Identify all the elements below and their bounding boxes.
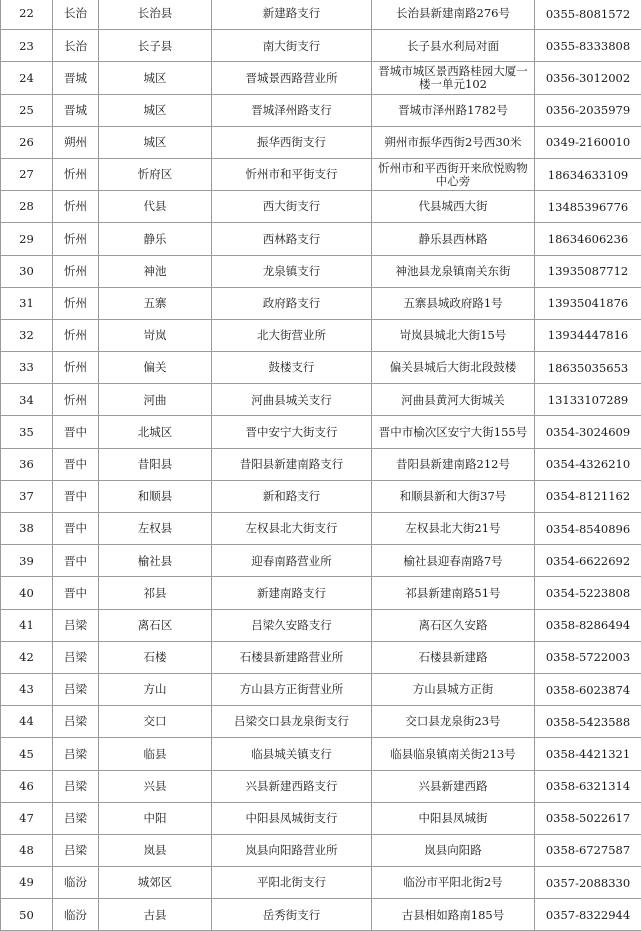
county-cell: 城区 — [99, 126, 212, 158]
table-row — [1, 384, 641, 416]
table-row — [1, 223, 641, 255]
address-cell: 临县临泉镇南关街213号 — [372, 738, 535, 770]
county-cell: 临县 — [99, 738, 212, 770]
county-cell: 中阳 — [99, 802, 212, 834]
city-cell: 吕梁 — [53, 673, 99, 705]
row-number: 49 — [1, 867, 53, 899]
county-cell: 城郊区 — [99, 867, 212, 899]
county-cell: 交口 — [99, 706, 212, 738]
phone-cell: 18634633109 — [535, 158, 641, 190]
phone-cell: 0357-8322944 — [535, 899, 641, 931]
table-row — [1, 577, 641, 609]
city-cell: 忻州 — [53, 158, 99, 190]
branch-name-cell: 南大街支行 — [212, 30, 372, 62]
row-number: 34 — [1, 384, 53, 416]
table-row — [1, 319, 641, 351]
county-cell: 和顺县 — [99, 480, 212, 512]
address-cell: 榆社县迎春南路7号 — [372, 545, 535, 577]
branch-table-body — [1, 0, 641, 931]
county-cell: 长子县 — [99, 30, 212, 62]
branch-name-cell: 兴县新建西路支行 — [212, 770, 372, 802]
county-cell: 忻府区 — [99, 158, 212, 190]
city-cell: 晋城 — [53, 94, 99, 126]
phone-cell: 0358-6727587 — [535, 834, 641, 866]
phone-cell: 0358-6023874 — [535, 673, 641, 705]
address-cell: 交口县龙泉街23号 — [372, 706, 535, 738]
county-cell: 五寨 — [99, 287, 212, 319]
table-row — [1, 255, 641, 287]
branch-name-cell: 晋城泽州路支行 — [212, 94, 372, 126]
table-row — [1, 738, 641, 770]
county-cell: 静乐 — [99, 223, 212, 255]
city-cell: 晋中 — [53, 513, 99, 545]
city-cell: 晋中 — [53, 480, 99, 512]
address-cell: 离石区久安路 — [372, 609, 535, 641]
table-row — [1, 352, 641, 384]
address-cell: 临汾市平阳北街2号 — [372, 867, 535, 899]
address-cell: 方山县城方正街 — [372, 673, 535, 705]
row-number: 47 — [1, 802, 53, 834]
branch-name-cell: 北大街营业所 — [212, 319, 372, 351]
table-row — [1, 287, 641, 319]
branch-name-cell: 新建南路支行 — [212, 577, 372, 609]
county-cell: 偏关 — [99, 352, 212, 384]
row-number: 45 — [1, 738, 53, 770]
city-cell: 忻州 — [53, 191, 99, 223]
phone-cell: 0354-3024609 — [535, 416, 641, 448]
city-cell: 晋中 — [53, 545, 99, 577]
phone-cell: 0358-5423588 — [535, 706, 641, 738]
county-cell: 方山 — [99, 673, 212, 705]
table-row — [1, 545, 641, 577]
city-cell: 吕梁 — [53, 770, 99, 802]
address-cell: 兴县新建西路 — [372, 770, 535, 802]
branch-name-cell: 新和路支行 — [212, 480, 372, 512]
row-number: 24 — [1, 62, 53, 94]
phone-cell: 18635035653 — [535, 352, 641, 384]
table-row — [1, 0, 641, 30]
city-cell: 朔州 — [53, 126, 99, 158]
row-number: 48 — [1, 834, 53, 866]
branch-name-cell: 左权县北大街支行 — [212, 513, 372, 545]
address-cell: 岢岚县城北大街15号 — [372, 319, 535, 351]
branch-name-cell: 吕梁久安路支行 — [212, 609, 372, 641]
branch-name-cell: 吕梁交口县龙泉街支行 — [212, 706, 372, 738]
branch-name-cell: 岚县向阳路营业所 — [212, 834, 372, 866]
phone-cell: 0358-8286494 — [535, 609, 641, 641]
table-row — [1, 62, 641, 94]
address-cell: 昔阳县新建南路212号 — [372, 448, 535, 480]
row-number: 31 — [1, 287, 53, 319]
city-cell: 长治 — [53, 30, 99, 62]
row-number: 43 — [1, 673, 53, 705]
phone-cell: 0356-3012002 — [535, 62, 641, 94]
county-cell: 祁县 — [99, 577, 212, 609]
county-cell: 兴县 — [99, 770, 212, 802]
row-number: 44 — [1, 706, 53, 738]
city-cell: 吕梁 — [53, 738, 99, 770]
address-cell: 石楼县新建路 — [372, 641, 535, 673]
city-cell: 忻州 — [53, 255, 99, 287]
address-cell: 晋城市泽州路1782号 — [372, 94, 535, 126]
branch-name-cell: 鼓楼支行 — [212, 352, 372, 384]
address-cell: 朔州市振华西街2号西30米 — [372, 126, 535, 158]
address-cell: 岚县向阳路 — [372, 834, 535, 866]
row-number: 35 — [1, 416, 53, 448]
address-cell: 古县相如路南185号 — [372, 899, 535, 931]
address-cell: 忻州市和平西街开来欣悦购物中心旁 — [372, 158, 535, 190]
address-cell: 五寨县城政府路1号 — [372, 287, 535, 319]
phone-cell: 0355-8081572 — [535, 0, 641, 30]
branch-name-cell: 西林路支行 — [212, 223, 372, 255]
address-cell: 和顺县新和大街37号 — [372, 480, 535, 512]
city-cell: 晋中 — [53, 416, 99, 448]
county-cell: 河曲 — [99, 384, 212, 416]
county-cell: 岢岚 — [99, 319, 212, 351]
row-number: 40 — [1, 577, 53, 609]
branch-name-cell: 河曲县城关支行 — [212, 384, 372, 416]
branch-name-cell: 临县城关镇支行 — [212, 738, 372, 770]
county-cell: 城区 — [99, 62, 212, 94]
branch-name-cell: 政府路支行 — [212, 287, 372, 319]
address-cell: 祁县新建南路51号 — [372, 577, 535, 609]
city-cell: 忻州 — [53, 223, 99, 255]
table-row — [1, 706, 641, 738]
row-number: 42 — [1, 641, 53, 673]
city-cell: 忻州 — [53, 384, 99, 416]
county-cell: 神池 — [99, 255, 212, 287]
city-cell: 晋城 — [53, 62, 99, 94]
phone-cell: 0354-8121162 — [535, 480, 641, 512]
phone-cell: 0354-8540896 — [535, 513, 641, 545]
city-cell: 吕梁 — [53, 802, 99, 834]
table-row — [1, 802, 641, 834]
row-number: 23 — [1, 30, 53, 62]
row-number: 36 — [1, 448, 53, 480]
address-cell: 中阳县凤城街 — [372, 802, 535, 834]
row-number: 22 — [1, 0, 53, 30]
phone-cell: 13935087712 — [535, 255, 641, 287]
row-number: 28 — [1, 191, 53, 223]
phone-cell: 0354-6622692 — [535, 545, 641, 577]
branch-name-cell: 龙泉镇支行 — [212, 255, 372, 287]
branch-name-cell: 晋中安宁大街支行 — [212, 416, 372, 448]
branch-name-cell: 中阳县凤城街支行 — [212, 802, 372, 834]
county-cell: 北城区 — [99, 416, 212, 448]
city-cell: 忻州 — [53, 287, 99, 319]
table-row — [1, 191, 641, 223]
row-number: 33 — [1, 352, 53, 384]
row-number: 39 — [1, 545, 53, 577]
table-row — [1, 126, 641, 158]
row-number: 29 — [1, 223, 53, 255]
phone-cell: 13934447816 — [535, 319, 641, 351]
row-number: 37 — [1, 480, 53, 512]
row-number: 27 — [1, 158, 53, 190]
city-cell: 忻州 — [53, 319, 99, 351]
county-cell: 榆社县 — [99, 545, 212, 577]
branch-name-cell: 西大街支行 — [212, 191, 372, 223]
row-number: 50 — [1, 899, 53, 931]
branch-name-cell: 晋城景西路营业所 — [212, 62, 372, 94]
row-number: 32 — [1, 319, 53, 351]
city-cell: 临汾 — [53, 899, 99, 931]
phone-cell: 13133107289 — [535, 384, 641, 416]
branch-name-cell: 岳秀街支行 — [212, 899, 372, 931]
county-cell: 城区 — [99, 94, 212, 126]
table-row — [1, 158, 641, 190]
city-cell: 吕梁 — [53, 641, 99, 673]
row-number: 26 — [1, 126, 53, 158]
phone-cell: 0358-4421321 — [535, 738, 641, 770]
phone-cell: 0356-2035979 — [535, 94, 641, 126]
table-row — [1, 770, 641, 802]
branch-name-cell: 忻州市和平街支行 — [212, 158, 372, 190]
county-cell: 古县 — [99, 899, 212, 931]
county-cell: 昔阳县 — [99, 448, 212, 480]
row-number: 25 — [1, 94, 53, 126]
address-cell: 晋中市榆次区安宁大街155号 — [372, 416, 535, 448]
phone-cell: 0358-5022617 — [535, 802, 641, 834]
county-cell: 石楼 — [99, 641, 212, 673]
county-cell: 左权县 — [99, 513, 212, 545]
city-cell: 长治 — [53, 0, 99, 30]
branch-name-cell: 昔阳县新建南路支行 — [212, 448, 372, 480]
address-cell: 左权县北大街21号 — [372, 513, 535, 545]
row-number: 41 — [1, 609, 53, 641]
table-row — [1, 867, 641, 899]
address-cell: 长治县新建南路276号 — [372, 0, 535, 30]
phone-cell: 0355-8333808 — [535, 30, 641, 62]
city-cell: 晋中 — [53, 448, 99, 480]
phone-cell: 13935041876 — [535, 287, 641, 319]
phone-cell: 0358-6321314 — [535, 770, 641, 802]
table-row — [1, 609, 641, 641]
branch-name-cell: 振华西街支行 — [212, 126, 372, 158]
address-cell: 代县城西大街 — [372, 191, 535, 223]
branch-name-cell: 方山县方正街营业所 — [212, 673, 372, 705]
row-number: 46 — [1, 770, 53, 802]
table-row — [1, 94, 641, 126]
table-row — [1, 513, 641, 545]
phone-cell: 0354-5223808 — [535, 577, 641, 609]
table-row — [1, 641, 641, 673]
table-row — [1, 834, 641, 866]
city-cell: 吕梁 — [53, 706, 99, 738]
address-cell: 晋城市城区景西路桂园大厦一楼一单元102 — [372, 62, 535, 94]
phone-cell: 18634606236 — [535, 223, 641, 255]
table-row — [1, 480, 641, 512]
county-cell: 岚县 — [99, 834, 212, 866]
phone-cell: 13485396776 — [535, 191, 641, 223]
city-cell: 吕梁 — [53, 834, 99, 866]
row-number: 38 — [1, 513, 53, 545]
address-cell: 长子县水利局对面 — [372, 30, 535, 62]
city-cell: 吕梁 — [53, 609, 99, 641]
phone-cell: 0358-5722003 — [535, 641, 641, 673]
city-cell: 忻州 — [53, 352, 99, 384]
address-cell: 静乐县西林路 — [372, 223, 535, 255]
phone-cell: 0349-2160010 — [535, 126, 641, 158]
phone-cell: 0357-2088330 — [535, 867, 641, 899]
branch-name-cell: 新建路支行 — [212, 0, 372, 30]
table-row — [1, 30, 641, 62]
city-cell: 晋中 — [53, 577, 99, 609]
phone-cell: 0354-4326210 — [535, 448, 641, 480]
county-cell: 离石区 — [99, 609, 212, 641]
address-cell: 河曲县黄河大街城关 — [372, 384, 535, 416]
county-cell: 长治县 — [99, 0, 212, 30]
address-cell: 神池县龙泉镇南关东街 — [372, 255, 535, 287]
branch-name-cell: 迎春南路营业所 — [212, 545, 372, 577]
table-row — [1, 673, 641, 705]
branch-name-cell: 平阳北街支行 — [212, 867, 372, 899]
address-cell: 偏关县城后大街北段鼓楼 — [372, 352, 535, 384]
branch-name-cell: 石楼县新建路营业所 — [212, 641, 372, 673]
table-row — [1, 448, 641, 480]
city-cell: 临汾 — [53, 867, 99, 899]
row-number: 30 — [1, 255, 53, 287]
county-cell: 代县 — [99, 191, 212, 223]
table-row — [1, 416, 641, 448]
